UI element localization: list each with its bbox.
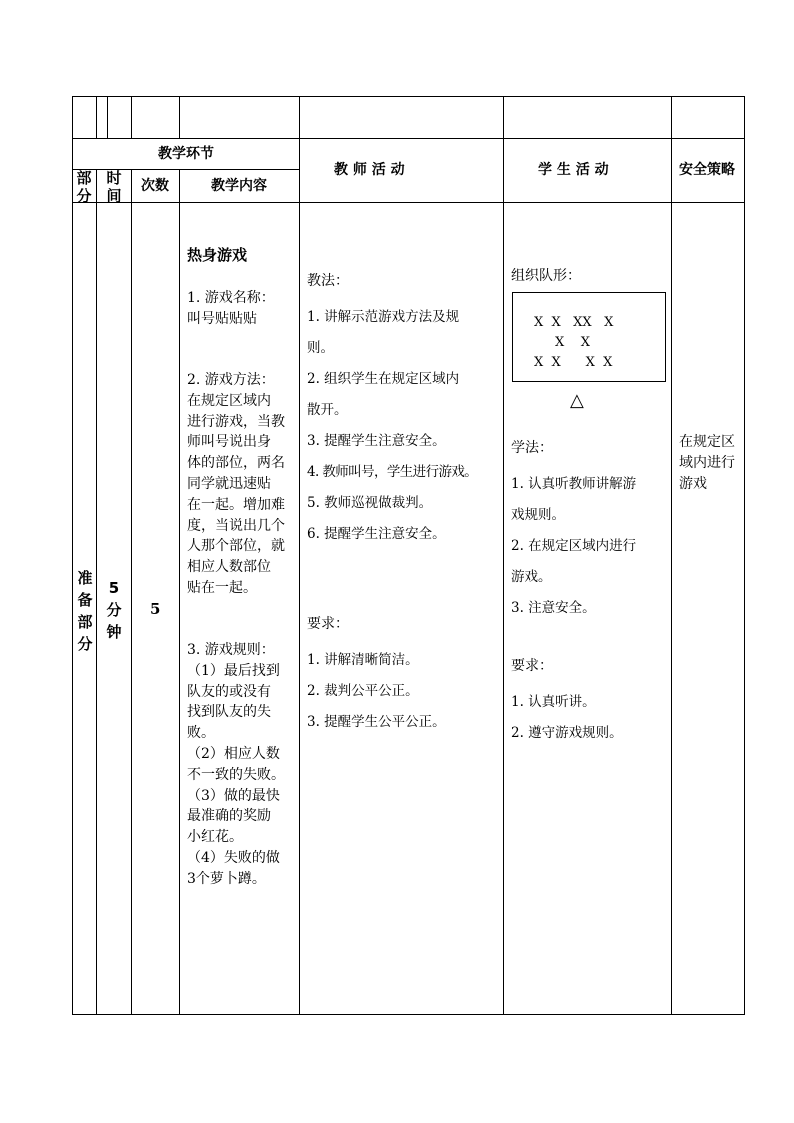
table-rule-header-top (72, 138, 745, 139)
content-rules (187, 640, 299, 890)
formation-row: X X XX X (534, 315, 614, 330)
teacher-method-line: 6. 提醒学生注意安全。 (307, 526, 446, 542)
row-time-char: 5 (108, 579, 120, 597)
row-time (103, 577, 125, 643)
table-col-rule-7 (671, 96, 672, 1015)
header-content: 教学内容 (211, 178, 267, 194)
content-line: 贴在一起。 (187, 579, 257, 596)
student-method-line: 2. 在规定区域内进行 (511, 538, 637, 554)
content-line: （3）做的最快 (187, 787, 280, 804)
table-border-left (72, 96, 73, 1015)
content-line: （2）相应人数 (187, 745, 280, 762)
table-col-rule-5 (299, 96, 300, 1015)
content-name-head: 1. 游戏名称： (187, 290, 275, 306)
student-formation-head: 组织队形： (511, 268, 581, 284)
teacher-reqs (307, 645, 497, 738)
student-method-line: 1. 认真听教师讲解游 (511, 476, 637, 492)
teacher-method-line: 则。 (307, 340, 334, 356)
content-line: 队友的或没有 (187, 683, 271, 700)
content-line: 在一起。增加难 (187, 496, 285, 513)
table-col-rule-3 (131, 96, 132, 139)
header-section-char: 部 (76, 169, 92, 187)
header-teaching-stage: 教学环节 (158, 146, 214, 162)
student-reqs (511, 687, 671, 749)
teacher-method-line: 4. 教师叫号，学生进行游戏。 (307, 464, 478, 480)
student-req-line: 2. 遵守游戏规则。 (511, 725, 623, 741)
teacher-method-line: 5. 教师巡视做裁判。 (307, 495, 433, 511)
row-section-char: 备 (77, 591, 93, 609)
row-time-char: 分 (106, 601, 122, 619)
teacher-req-head: 要求： (307, 616, 349, 632)
safety-line: 域内进行 (679, 455, 735, 471)
student-methods (511, 469, 671, 624)
teacher-req-line: 2. 裁判公平公正。 (307, 683, 419, 699)
header-teacher-activity: 教 师 活 动 (334, 162, 405, 178)
table-col-rule-4 (179, 96, 180, 139)
teacher-req-line: 1. 讲解清晰简洁。 (307, 652, 419, 668)
student-req-head: 要求： (511, 658, 553, 674)
teacher-method-line: 散开。 (307, 402, 348, 418)
content-line: 3. 游戏规则： (187, 642, 275, 658)
content-line: 小红花。 (187, 829, 243, 846)
teacher-methods (307, 302, 507, 550)
content-name (187, 288, 297, 330)
formation-row: X X (555, 335, 591, 350)
content-line: 不一致的失败。 (187, 766, 285, 783)
content-title: 热身游戏 (187, 246, 248, 264)
header-safety: 安全策略 (679, 162, 735, 178)
teacher-req-line: 3. 提醒学生公平公正。 (307, 714, 446, 730)
row-section-char: 分 (77, 635, 93, 653)
table-border-right (744, 96, 745, 1015)
table-col-rule-2 (107, 96, 108, 139)
header-section (73, 169, 95, 205)
content-line: 2. 游戏方法： (187, 372, 275, 388)
student-method-line: 游戏。 (511, 569, 552, 585)
table-border-bottom (72, 1014, 745, 1015)
content-line: 找到队友的失 (187, 704, 271, 721)
content-line: 相应人数部位 (187, 559, 271, 576)
content-line: 3个萝卜蹲。 (187, 870, 266, 887)
header-time-char: 时 (106, 169, 122, 187)
safety-line: 在规定区 (679, 434, 735, 450)
teacher-position-marker: △ (570, 390, 584, 411)
table-border-top (72, 96, 745, 97)
header-time (103, 169, 125, 205)
table-col-rule-3b (131, 169, 132, 1015)
teacher-method-head: 教法： (307, 273, 349, 289)
content-line: 败。 (187, 725, 215, 742)
content-line: （1）最后找到 (187, 662, 280, 679)
row-section (74, 567, 96, 655)
teacher-method-line: 1. 讲解示范游戏方法及规 (307, 309, 460, 325)
header-count: 次数 (141, 178, 169, 194)
student-method-line: 戏规则。 (511, 507, 565, 523)
header-time-char: 间 (106, 187, 122, 205)
content-line: 进行游戏，当教 (187, 413, 285, 430)
safety-note (679, 432, 743, 495)
table-rule-header-bottom (72, 202, 745, 203)
student-method-head: 学法： (511, 440, 553, 456)
formation-diagram (512, 292, 666, 382)
student-method-line: 3. 注意安全。 (511, 600, 596, 616)
table-col-rule-6 (503, 96, 504, 1015)
teacher-method-line: 3. 提醒学生注意安全。 (307, 433, 446, 449)
student-req-line: 1. 认真听讲。 (511, 694, 596, 710)
content-line: 在规定区域内 (187, 392, 271, 409)
row-section-char: 准 (77, 569, 93, 587)
content-line: 体的部位，两名 (187, 455, 285, 472)
content-name-value: 叫号贴贴贴 (187, 311, 257, 327)
content-line: （4）失败的做 (187, 849, 280, 866)
row-section-char: 部 (77, 613, 93, 631)
content-method (187, 370, 299, 599)
table-col-rule-4b (179, 169, 180, 1015)
content-line: 度，当说出几个 (187, 517, 285, 534)
safety-line: 游戏 (679, 476, 707, 492)
header-student-activity: 学 生 活 动 (538, 162, 609, 178)
content-line: 师叫号说出身 (187, 434, 271, 451)
content-line: 同学就迅速贴 (187, 475, 271, 492)
content-line: 人那个部位，就 (187, 538, 285, 555)
header-section-char: 分 (76, 187, 92, 205)
row-count: 5 (150, 600, 161, 618)
table-col-rule-1 (96, 96, 97, 139)
row-time-char: 钟 (106, 623, 122, 641)
formation-row: X X X X (534, 355, 613, 370)
content-line: 最准确的奖励 (187, 808, 271, 825)
table-col-rule-1b (96, 169, 97, 1015)
teacher-method-line: 2. 组织学生在规定区域内 (307, 371, 460, 387)
